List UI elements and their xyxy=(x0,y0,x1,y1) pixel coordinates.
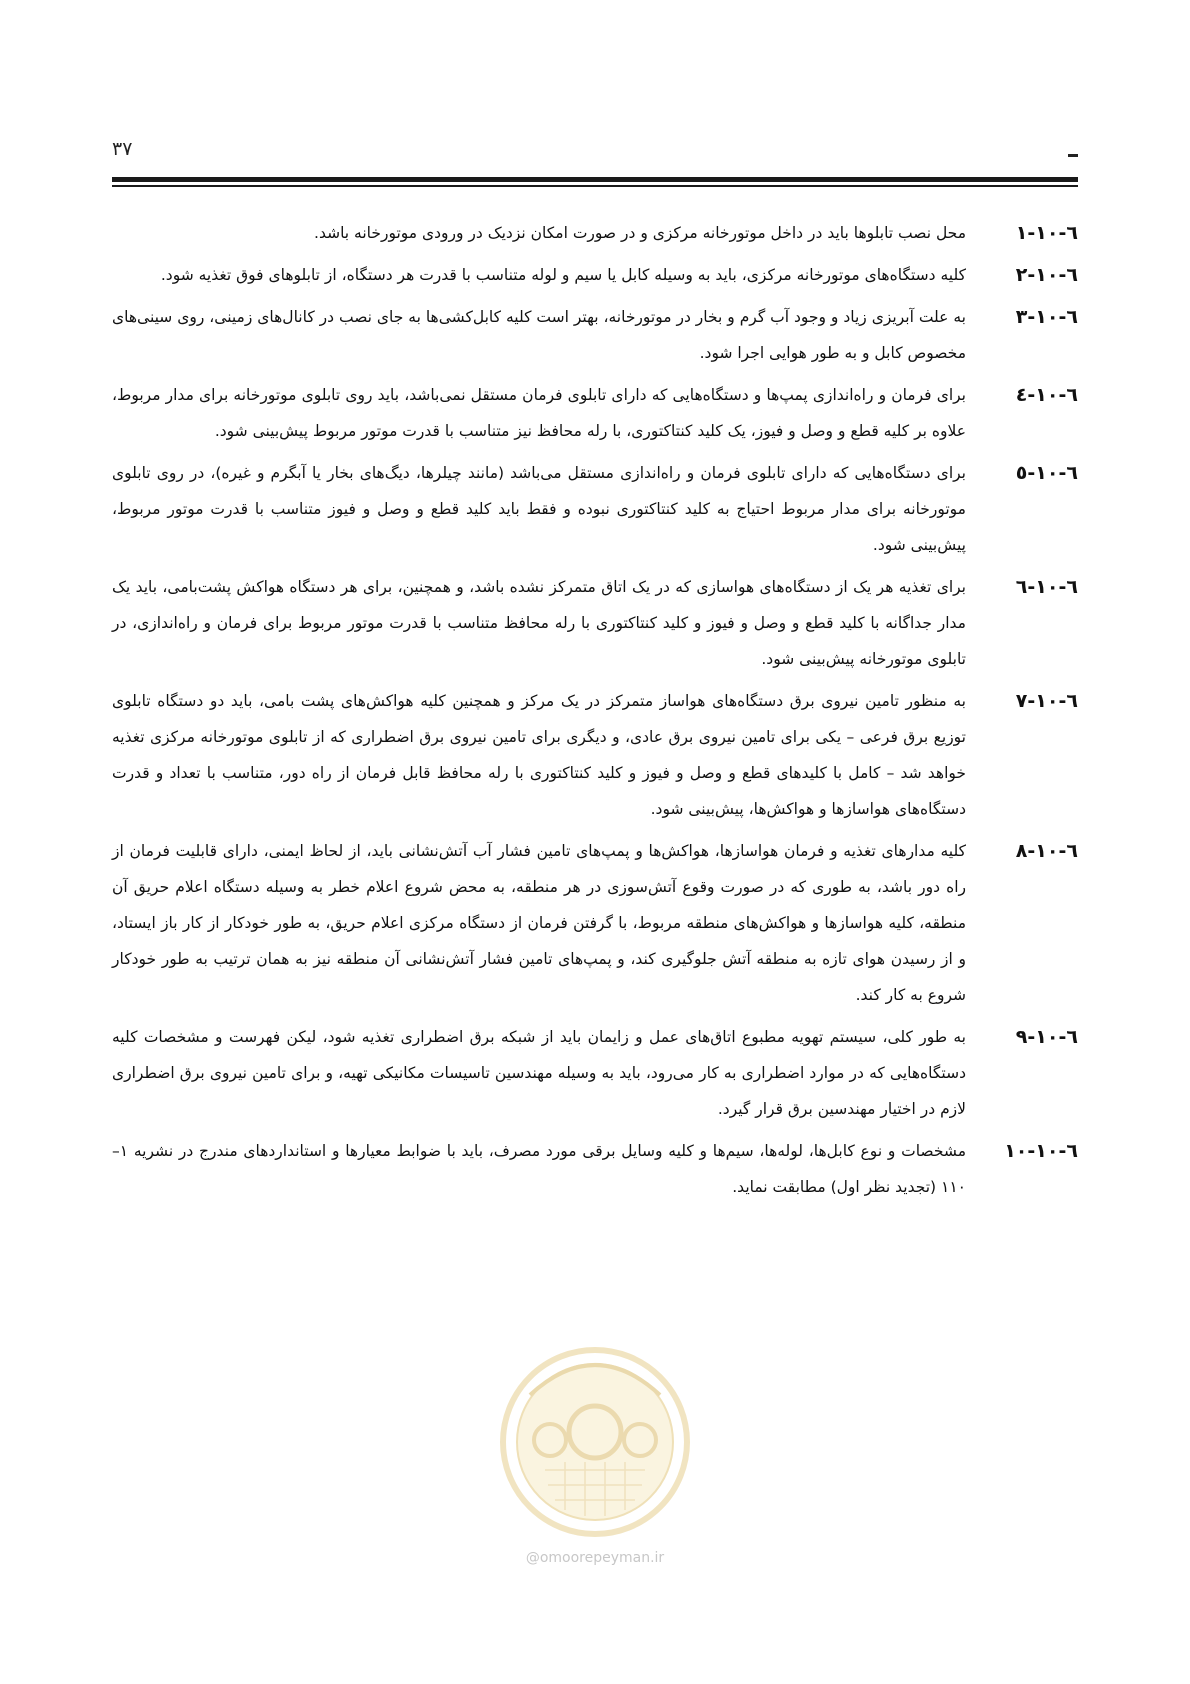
header-dash xyxy=(1068,154,1078,157)
clause-number: ٦-١٠-٧ xyxy=(1015,690,1078,712)
clause-text: برای فرمان و راه‌اندازی پمپ‌ها و دستگاه‌هایی که دارای تابلوی فرمان مستقل نمی‌باشد، باید روی تابلوی موتورخانه برای مدار مربوط، علاوه بر کلیه قطع و وصل و فیوز، یک کلید کنتاکتوری، با رله محافظ نیز متناسب با قدرت موتور مربوط پیش‌بینی شود. xyxy=(112,386,966,440)
header-rule-thick xyxy=(112,177,1078,182)
clause-6-10-4 xyxy=(112,377,1078,449)
clause-number: ٦-١٠-٨ xyxy=(1015,840,1078,862)
clause-number: ٦-١٠-٤ xyxy=(1015,384,1078,406)
clause-6-10-2 xyxy=(112,257,1078,293)
clause-number: ٦-١٠-٥ xyxy=(1015,462,1078,484)
clause-text: به منظور تامین نیروی برق دستگاه‌های هواساز متمرکز در یک مرکز و همچنین کلیه هواکش‌های پشت بامی، باید دو دستگاه تابلوی توزیع برق فرعی – یکی برای تامین نیروی برق عادی، و دیگری برای تامین نیروی برق اضطراری که از تابلوی موتورخانه مرکزی تغذیه خواهد شد – کامل با کلیدهای قطع و وصل و فیوز و کلید کنتاکتوری با رله محافظ قابل فرمان از راه دور، متناسب با تعداد و قدرت دستگاه‌های هواسازها و هواکش‌ها، پیش‌بینی شود. xyxy=(112,692,966,818)
clause-text: محل نصب تابلوها باید در داخل موتورخانه مرکزی و در صورت امکان نزدیک در ورودی موتورخانه باشد. xyxy=(314,224,966,242)
page-header xyxy=(112,138,1078,174)
clause-number: ٦-١٠-٣ xyxy=(1015,306,1078,328)
clause-text: برای تغذیه هر یک از دستگاه‌های هواسازی که در یک اتاق متمرکز نشده باشد، و همچنین، برای هر دستگاه هواکش پشت‌بامی، باید یک مدار جداگانه با کلید قطع و وصل و فیوز و کلید کنتاکتوری با رله محافظ متناسب با قدرت موتور مربوط برای فرمان و راه‌اندازی، در تابلوی موتورخانه پیش‌بینی شود. xyxy=(112,578,966,668)
clause-text: به علت آبریزی زیاد و وجود آب گرم و بخار در موتورخانه، بهتر است کلیه کابل‌کشی‌ها به جای نصب در کانال‌های زمینی، روی سینی‌های مخصوص کابل و به طور هوایی اجرا شود. xyxy=(112,308,966,362)
clause-number: ٦-١٠-١٠ xyxy=(1004,1140,1078,1162)
clause-number: ٦-١٠-١ xyxy=(1015,222,1078,244)
clause-6-10-10 xyxy=(112,1133,1078,1205)
header-rule-thin xyxy=(112,185,1078,187)
clause-6-10-6 xyxy=(112,569,1078,677)
clause-text: به طور کلی، سیستم تهویه مطبوع اتاق‌های عمل و زایمان باید از شبکه برق اضطراری تغذیه شود، لیکن فهرست و مشخصات کلیه دستگاه‌هایی که در موارد اضطراری به کار می‌رود، باید به وسیله مهندسین تاسیسات مکانیکی تهیه، و برای تامین نیروی برق اضطراری لازم در اختیار مهندسین برق قرار گیرد. xyxy=(112,1028,966,1118)
clause-6-10-5 xyxy=(112,455,1078,563)
watermark-seal-icon xyxy=(490,1340,700,1545)
watermark-site-label: @omoorepeyman.ir xyxy=(525,1550,665,1566)
clause-text: مشخصات و نوع کابل‌ها، لوله‌ها، سیم‌ها و کلیه وسایل برقی مورد مصرف، باید با ضوابط معیارها و استانداردهای مندرج در نشریه ۱–۱۱۰ (تجدید نظر اول) مطابقت نماید. xyxy=(112,1142,966,1196)
clause-text: کلیه مدارهای تغذیه و فرمان هواسازها، هواکش‌ها و پمپ‌های تامین فشار آب آتش‌نشانی باید، از لحاظ ایمنی، دارای قابلیت فرمان از راه دور باشد، به طوری که در صورت وقوع آتش‌سوزی در هر منطقه، به محض شروع اعلام خطر به وسیله دستگاه اعلام حریق آن منطقه، کلیه هواسازها و هواکش‌های منطقه مربوط، با گرفتن فرمان از دستگاه مرکزی اعلام حریق، به طور خودکار از کار باز ایستاد، و از رسیدن هوای تازه به منطقه آتش جلوگیری کند، و پمپ‌های تامین فشار آتش‌نشانی آن منطقه نیز به همان ترتیب به طور خودکار شروع به کار کند. xyxy=(112,842,966,1004)
clause-6-10-3 xyxy=(112,299,1078,371)
clause-6-10-8 xyxy=(112,833,1078,1013)
clause-6-10-1 xyxy=(112,215,1078,251)
clause-number: ٦-١٠-٦ xyxy=(1015,576,1078,598)
page-number: ۳۷ xyxy=(112,138,133,160)
clause-list xyxy=(112,215,1078,1211)
clause-6-10-7 xyxy=(112,683,1078,827)
clause-text: برای دستگاه‌هایی که دارای تابلوی فرمان و راه‌اندازی مستقل می‌باشد (مانند چیلرها، دیگ‌های بخار یا آبگرم و غیره)، در روی تابلوی موتورخانه برای مدار مربوط احتیاج به کلید کنتاکتوری نبوده و فقط باید کلید قطع و وصل و فیوز متناسب با قدرت موتور مربوط، پیش‌بینی شود. xyxy=(112,464,966,554)
clause-text: کلیه دستگاه‌های موتورخانه مرکزی، باید به وسیله کابل یا سیم و لوله متناسب با قدرت هر دستگاه، از تابلوهای فوق تغذیه شود. xyxy=(160,266,966,284)
clause-number: ٦-١٠-٩ xyxy=(1015,1026,1078,1048)
watermark-seal xyxy=(490,1340,700,1610)
clause-number: ٦-١٠-٢ xyxy=(1015,264,1078,286)
clause-6-10-9 xyxy=(112,1019,1078,1127)
